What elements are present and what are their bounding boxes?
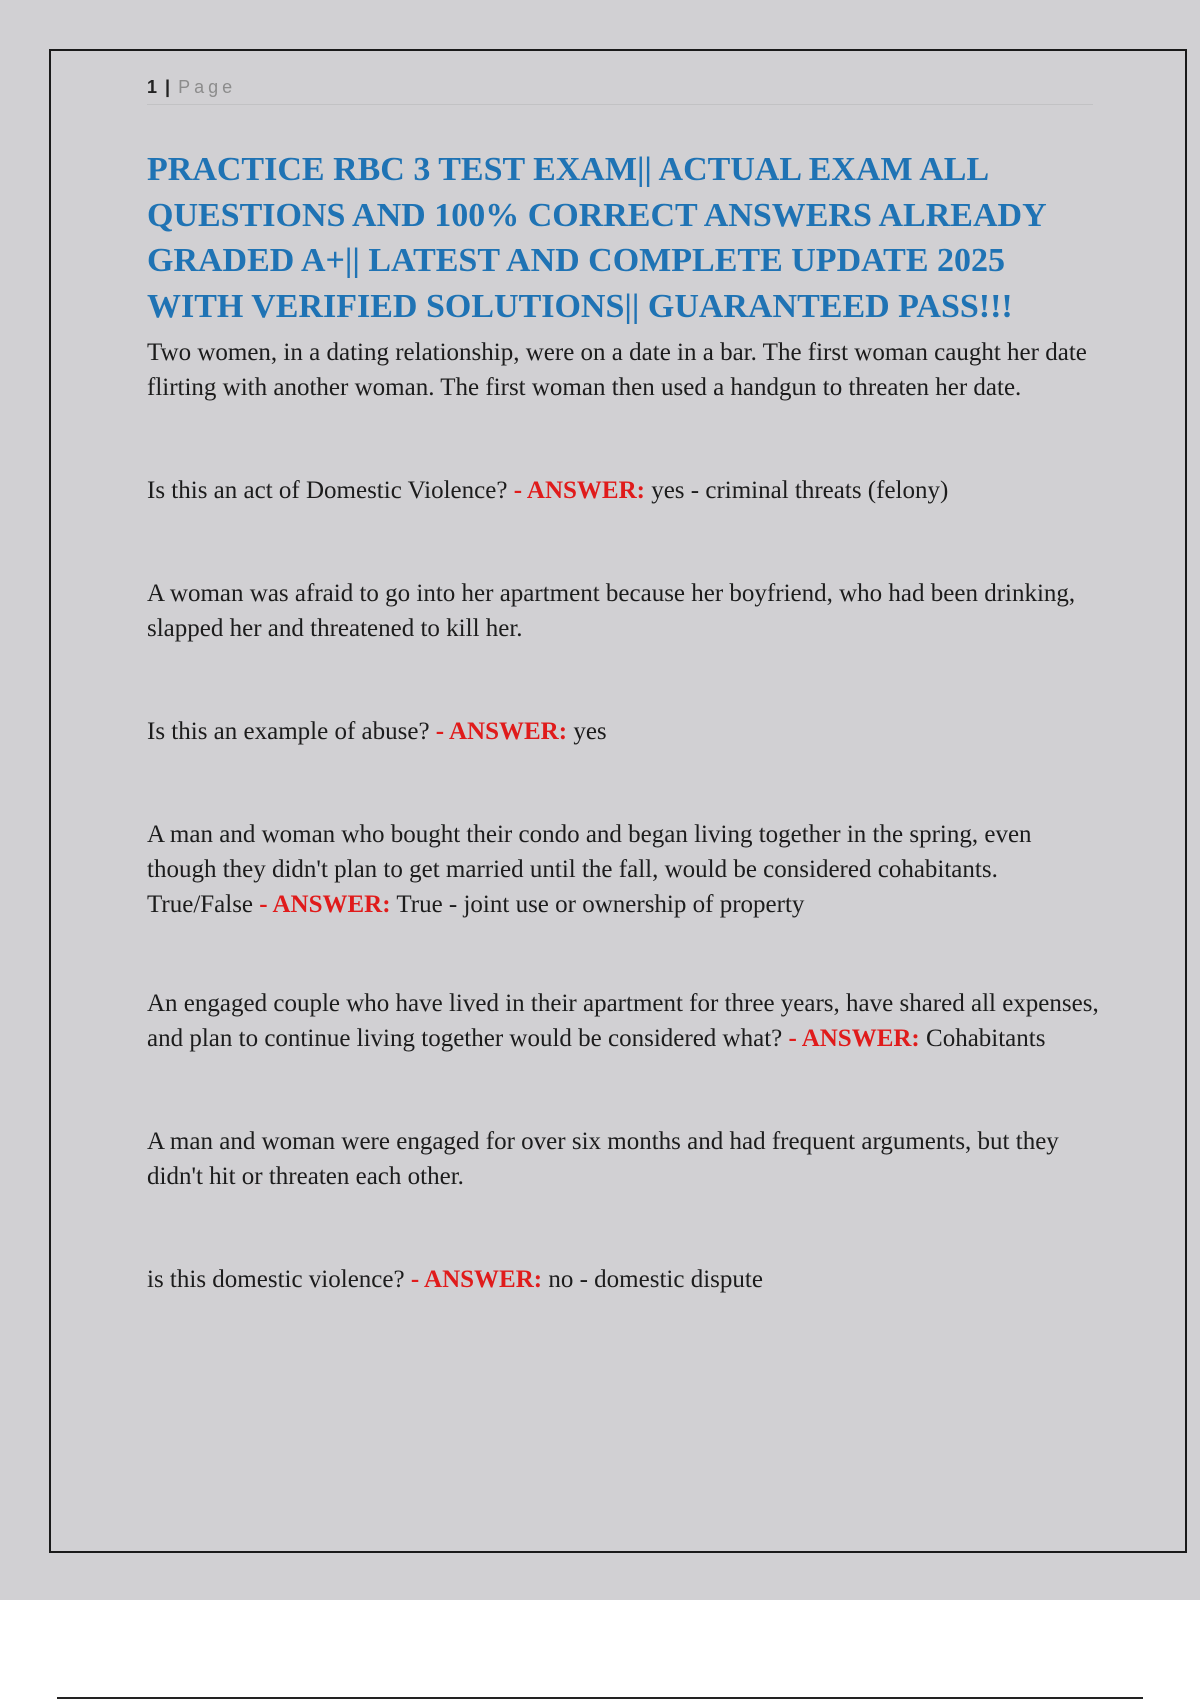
scenario-text: A woman was afraid to go into her apartment because her boyfriend, who had been drinking, slapped her and threatened to kill her. [147,580,1076,642]
answer-text: yes [567,718,607,745]
question-text: A man and woman who bought their condo and began living together in the spring, even though they didn't plan to get married until the fall, would be considered cohabitants. True/False [147,821,1032,918]
answer-label: - ANSWER: [513,477,645,504]
page-number: 1 [147,77,158,97]
page-word: Page [178,77,237,97]
page-border [49,49,1187,1553]
answer-text: no - domestic dispute [542,1266,763,1293]
page-header [147,75,1093,105]
answer-text: Cohabitants [919,1025,1046,1052]
answer-label: - ANSWER: [788,1025,920,1052]
question-answer [147,817,1107,922]
answer-text: True - joint use or ownership of property [390,891,805,918]
answer-label: - ANSWER: [259,891,391,918]
answer-label: - ANSWER: [435,718,568,745]
answer-text: yes - criminal threats (felony) [644,477,949,504]
answer-label: - ANSWER: [410,1266,543,1293]
question-text: An engaged couple who have lived in their apartment for three years, have shared all expenses, and plan to continue living together would be considered what? [147,990,1099,1052]
question-text: is this domestic violence? [147,1266,411,1293]
question-text: Is this an act of Domestic Violence? [147,477,514,504]
page-separator: | [165,77,171,97]
question-answer [147,473,1107,508]
question-answer [147,986,1107,1056]
question-answer [147,714,1107,749]
next-page-top-rule [57,1697,1143,1699]
document-title: PRACTICE RBC 3 TEST EXAM|| ACTUAL EXAM ALL QUESTIONS AND 100% CORRECT ANSWERS ALREADY GRADED A+|| LATEST AND COMPLETE UPDATE 2025 WITH VERIFIED SOLUTIONS|| GUARANTEED PASS!!! [147,151,1046,325]
document-content [147,147,1107,1297]
scenario-text: A man and woman were engaged for over six months and had frequent arguments, but they didn't hit or threaten each other. [147,1128,1059,1190]
question-answer [147,1262,1107,1297]
scenario-text: Two women, in a dating relationship, were on a date in a bar. The first woman caught her date flirting with another woman. The first woman then used a handgun to threaten her date. [147,339,1087,401]
question-text: Is this an example of abuse? [147,718,436,745]
